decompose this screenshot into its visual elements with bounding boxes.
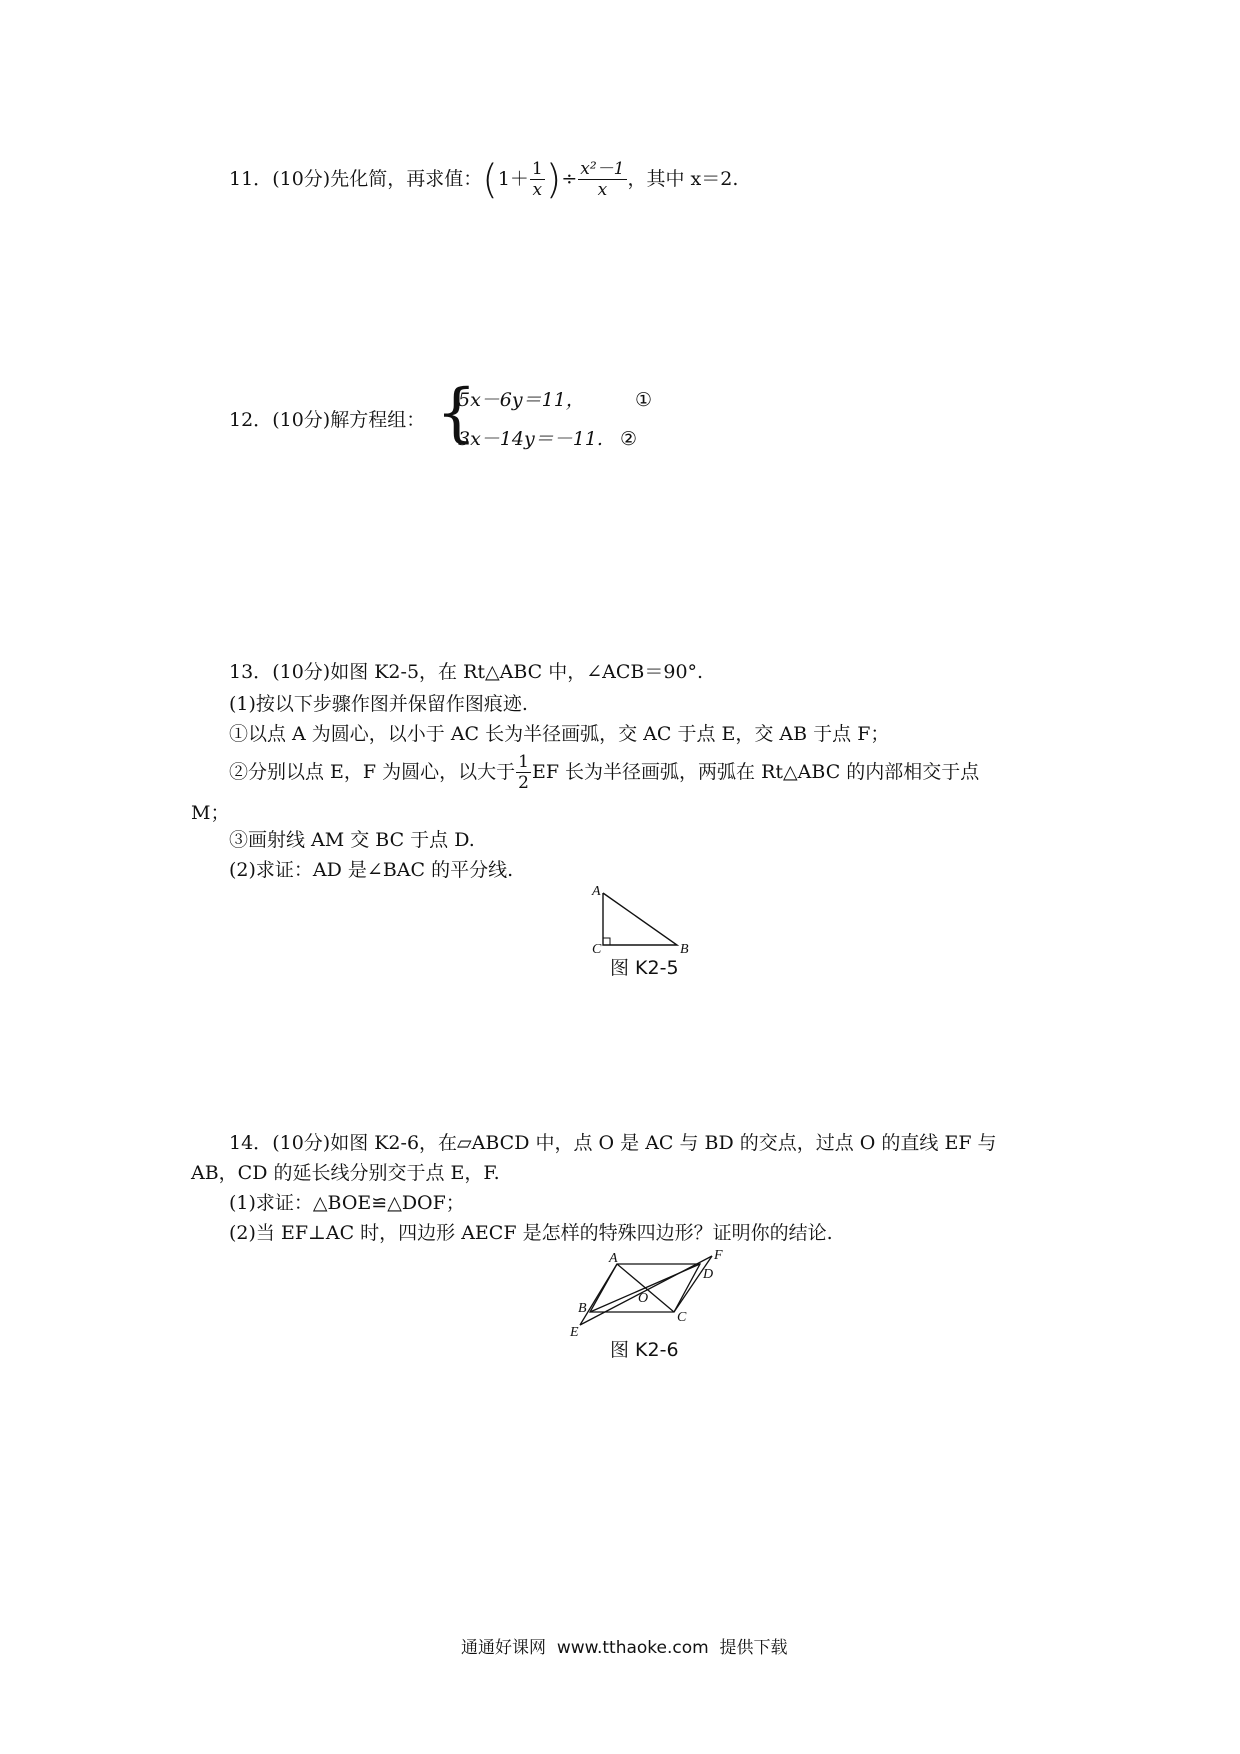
figure-k2-5-caption: 图 K2-5 xyxy=(610,957,679,979)
page-footer xyxy=(461,1633,788,1658)
label-c: C xyxy=(592,942,602,957)
label-a: A xyxy=(609,1251,618,1266)
problem-11-score: (10分) xyxy=(272,168,331,190)
right-paren: ) xyxy=(545,157,562,203)
half-denominator: 2 xyxy=(518,773,529,793)
left-paren: ( xyxy=(482,157,498,203)
expr-one-plus: 1＋ xyxy=(497,168,529,190)
footer-url: www.tthaoke.com xyxy=(556,1638,709,1658)
problem-12-number: 12． xyxy=(229,409,273,431)
step-2-text-a: ②分别以点 E，F 为圆心，以大于 xyxy=(229,761,516,783)
equation-2: 3x－14y＝－11. xyxy=(458,428,603,450)
problem-13-step-2-cont: M； xyxy=(191,802,230,824)
problem-14-score: (10分) xyxy=(272,1132,331,1154)
equation-2-mark: ② xyxy=(620,428,638,450)
label-b: B xyxy=(578,1301,587,1316)
problem-14-heading xyxy=(229,1129,997,1157)
label-b: B xyxy=(680,942,689,957)
footer-site-name: 通通好课网 xyxy=(461,1638,546,1658)
problem-11-text: 先化简，再求值： xyxy=(330,168,483,190)
figure-k2-6 xyxy=(560,1250,740,1340)
label-d: D xyxy=(703,1267,714,1282)
label-o: O xyxy=(638,1291,649,1306)
problem-13-part-1: (1)按以下步骤作图并保留作图痕迹. xyxy=(229,693,528,715)
problem-14-part-2: (2)当 EF⊥AC 时，四边形 AECF 是怎样的特殊四边形？证明你的结论. xyxy=(229,1222,833,1244)
right-angle-mark xyxy=(603,938,610,945)
frac1-numerator: 1 xyxy=(531,159,543,179)
problem-12-text: 解方程组： xyxy=(330,409,426,431)
problem-11-number: 11． xyxy=(229,168,273,190)
problem-13-step-3: ③画射线 AM 交 BC 于点 D. xyxy=(229,829,475,851)
problem-11-tail: ，其中 x＝2. xyxy=(627,168,739,190)
triangle-abc xyxy=(603,893,677,945)
fraction-1-over-x xyxy=(530,161,545,199)
fraction-one-half xyxy=(516,754,531,792)
frac1-denominator: x xyxy=(532,180,543,200)
figure-k2-5 xyxy=(585,880,705,960)
equation-1-mark: ① xyxy=(635,389,653,411)
label-a: A xyxy=(592,884,601,899)
half-numerator: 1 xyxy=(518,752,529,772)
problem-12-label xyxy=(229,406,425,434)
equation-1: 5x－6y＝11， xyxy=(458,389,585,411)
figure-k2-6-caption: 图 K2-6 xyxy=(610,1339,679,1361)
problem-14-part-1: (1)求证：△BOE≌△DOF； xyxy=(229,1192,465,1214)
problem-14-intro-b: AB，CD 的延长线分别交于点 E，F. xyxy=(191,1162,500,1184)
label-e: E xyxy=(570,1325,579,1340)
problem-12-score: (10分) xyxy=(272,409,331,431)
frac2-denominator: x xyxy=(597,180,608,200)
fraction-x2-minus-1-over-x xyxy=(578,161,626,199)
label-c: C xyxy=(677,1310,687,1325)
problem-14-number: 14． xyxy=(229,1132,273,1154)
frac2-numerator: x²－1 xyxy=(580,159,625,179)
problem-13-step-2 xyxy=(229,748,979,796)
problem-13-number: 13． xyxy=(229,661,273,683)
problem-13-heading xyxy=(229,658,703,686)
problem-13-part-2: (2)求证：AD 是∠BAC 的平分线. xyxy=(229,859,514,881)
expr-div: ÷ xyxy=(561,168,578,190)
problem-13-score: (10分) xyxy=(272,661,331,683)
footer-suffix: 提供下载 xyxy=(719,1638,788,1658)
problem-11 xyxy=(229,154,738,204)
label-f: F xyxy=(714,1250,723,1263)
step-2-text-b: EF 长为半径画弧，两弧在 Rt△ABC 的内部相交于点 xyxy=(531,761,980,783)
system-brace: { xyxy=(436,376,477,450)
problem-13-step-1: ①以点 A 为圆心，以小于 AC 长为半径画弧，交 AC 于点 E，交 AB 于点 F； xyxy=(229,723,890,745)
problem-13-intro: 如图 K2-5，在 Rt△ABC 中，∠ACB＝90°. xyxy=(330,661,704,683)
problem-14-intro-a: 如图 K2-6，在▱ABCD 中，点 O 是 AC 与 BD 的交点，过点 O 的直线 EF 与 xyxy=(330,1132,997,1154)
